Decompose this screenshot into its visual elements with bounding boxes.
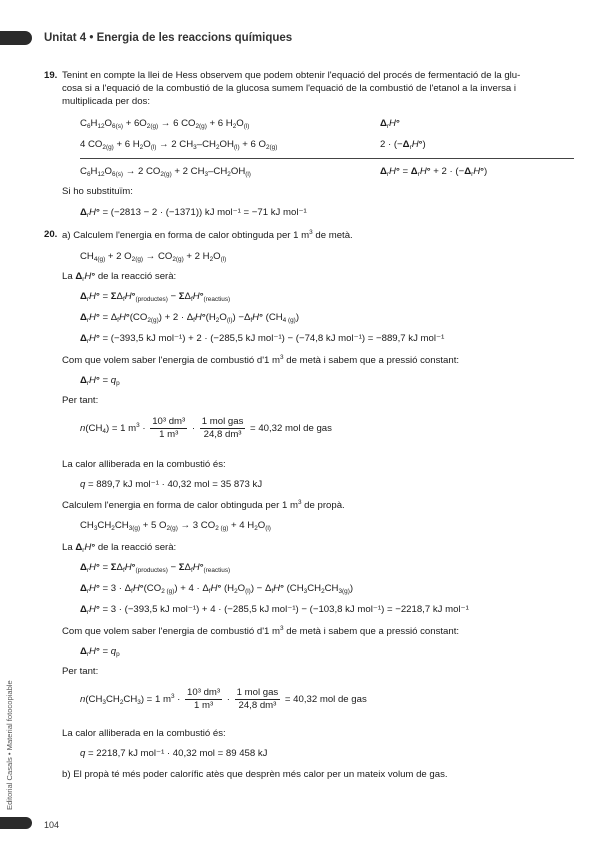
fraction-mol-per-dm3-b: $\frac{\text{1 mol gas}}{\text{24,8 dm³}}$ (236, 687, 279, 711)
page-number: 104 (44, 820, 60, 830)
q19-enthalpy-1: $\Delta_rH^\circ$ (380, 118, 400, 130)
q20-q-equals-a: $\Delta_rH^\circ = q_p$ (80, 375, 120, 387)
q19-equation-glucose-combustion: $C_6H_{12}O_{6(s)} + 6O_{2(g)} \to 6$ $CO_{2(g)} + 6$ $H_2O_{(l)}$ (80, 118, 250, 130)
q20-per-tant-b: Per tant: (62, 666, 99, 677)
q20-pressure-text-a: Com que volem saber l'energia de combustió d'1 $m^3$ de metà i sabem que a pressió constant: (62, 354, 460, 366)
q19-number: 19. (44, 70, 58, 81)
q19-equation-ethanol-inverse: 4 $CO_{2(g)} + 6$ $H_2O_{(l)} \to 2$ $CH_3-CH_2OH_{(l)} + 6$ $O_{2(g)}$ (80, 139, 278, 151)
q19-substitution-label: Si ho substituïm: (62, 186, 133, 197)
q20-hess-numeric-b: $\Delta_rH^\circ = 3 \cdot (-393,5$ kJ mol⁻¹) + 4 · (−285,5 kJ mol⁻¹) − (−103,8 kJ mol⁻¹) = −2218,7 kJ mol⁻¹ (80, 604, 469, 616)
q20-hess-expanded-b: $\Delta_rH^\circ = 3 \cdot \Delta_fH^\circ(CO_{2 (g)}) + 4 \cdot \Delta_fH^\circ$ $(H_2O_{(l)}) - \Delta_fH^\circ$ $(CH_3CH_2CH_{3(g)})$ (80, 583, 354, 595)
q20-per-tant-a: Per tant: (62, 395, 99, 406)
q20-heat-methane: q = 889,7 kJ mol⁻¹ · 40,32 mol = 35 873 kJ (80, 479, 263, 490)
q20-equation-methane: $CH_{4(g)} + 2$ $O_{2(g)} \to CO_{2(g)} + 2$ $H_2O_{(l)}$ (80, 251, 227, 263)
q19-enthalpy-2: $2 \cdot (-\Delta_rH^\circ)$ (380, 139, 426, 151)
page-header-title: Unitat 4 • Energia de les reaccions químiques (44, 32, 293, 44)
q20-enthalpy-intro-a: La $\Delta_rH^\circ$ de la reacció serà: (62, 271, 177, 283)
fraction-dm3-per-m3-b: $\frac{\text{10³ dm³}}{\text{1 m³}}$ (187, 687, 221, 711)
q19-result: $\Delta_rH^\circ = (-2813 - 2 \cdot (-1371))$ kJ mol⁻¹ = −71 kJ mol⁻¹ (80, 207, 307, 219)
fraction-mol-per-dm3: $\frac{\text{1 mol gas}}{\text{24,8 dm³}}$ (201, 416, 244, 440)
q20-hess-formula-b: $\Delta_rH^\circ = \Sigma\Delta_fH^\circ_{(productes)} - \Sigma\Delta_fH^\circ_{(reactius)}$ (80, 562, 231, 574)
q19-equation-fermentation: $C_6H_{12}O_{6(s)} \to 2$ $CO_{2(g)} + 2$ $CH_3-CH_2OH_{(l)}$ (80, 166, 251, 178)
q20-number: 20. (44, 229, 58, 240)
q20-hess-numeric-a: $\Delta_rH^\circ = (-393,5$ kJ mol⁻¹) + 2 · (−285,5 kJ mol⁻¹) − (−74,8 kJ mol⁻¹) = −889,7 kJ mol⁻¹ (80, 333, 445, 345)
q20-part-a: a) Calculem l'energia en forma de calor obtinguda per 1 $m^3$ de metà. (62, 229, 353, 241)
q20-hess-formula-a: $\Delta_rH^\circ = \Sigma\Delta_fH^\circ_{(productes)} - \Sigma\Delta_fH^\circ_{(reactius)}$ (80, 291, 231, 303)
q20-enthalpy-intro-b: La $\Delta_rH^\circ$ de la reacció serà: (62, 542, 177, 554)
q20-moles-methane-calc: $n(CH_4) = 1$ $m^3$ · $\frac{\text{10³ dm³}}{\text{1 m³}}$ · $\frac{\text{1 mol gas}}{\text{24,8 dm³}}$ = 40,32 mol de gas (80, 416, 332, 440)
q20-propane-intro: Calculem l'energia en forma de calor obtinguda per 1 $m^3$ de propà. (62, 499, 345, 511)
q20-equation-propane: $CH_3CH_2CH_{3(g)} + 5$ $O_{2(g)} \to 3$ $CO_{2 (g)} + 4$ $H_2O_{(l)}$ (80, 520, 271, 532)
q19-paragraph-line-3: multiplicada per dos: (62, 96, 150, 107)
q20-heat-propane: q = 2218,7 kJ mol⁻¹ · 40,32 mol = 89 458 kJ (80, 748, 268, 759)
q20-q-equals-b: $\Delta_rH^\circ = q_p$ (80, 646, 120, 658)
q20-moles-propane-calc: $n(CH_3CH_2CH_3) = 1$ $m^3$ · $\frac{\text{10³ dm³}}{\text{1 m³}}$ · $\frac{\text{1 mol gas}}{\text{24,8 dm³}}$ = 40,32 mol de gas (80, 687, 367, 711)
q20-pressure-text-b: Com que volem saber l'energia de combustió d'1 $m^3$ de metà i sabem que a pressió constant: (62, 625, 460, 637)
sidebar-publisher-text: Editorial Casals • Material fotocopiable (5, 680, 14, 810)
q19-paragraph-line-1: Tenint en compte la llei de Hess observem que podem obtenir l'equació del procés de fermentació de la glu- (62, 70, 521, 81)
q20-part-b: b) El propà té més poder calorífic atès que desprèn més calor per un mateix volum de gas. (62, 769, 448, 780)
q19-enthalpy-total: $\Delta_rH^\circ = \Delta_rH^\circ + 2 \cdot (-\Delta_rH^\circ)$ (380, 166, 488, 178)
q20-heat-label-a: La calor alliberada en la combustió és: (62, 459, 226, 470)
footer-tab (0, 817, 32, 829)
fraction-dm3-per-m3: $\frac{\text{10³ dm³}}{\text{1 m³}}$ (152, 416, 186, 440)
q20-hess-expanded-a: $\Delta_rH^\circ = \Delta_fH^\circ(CO_{2(g)}) + 2 \cdot \Delta_fH^\circ(H_2O_{(l)}) -\Delta_fH^\circ$ $(CH_{4 (g)})$ (80, 312, 300, 324)
header-tab (0, 31, 32, 45)
q20-heat-label-b: La calor alliberada en la combustió és: (62, 728, 226, 739)
q19-paragraph-line-2: cosa si a l'equació de la combustió de la glucosa sumem l'equació de la combustió de l'etanol a la inversa i (62, 83, 516, 94)
q19-sum-rule (80, 158, 574, 159)
